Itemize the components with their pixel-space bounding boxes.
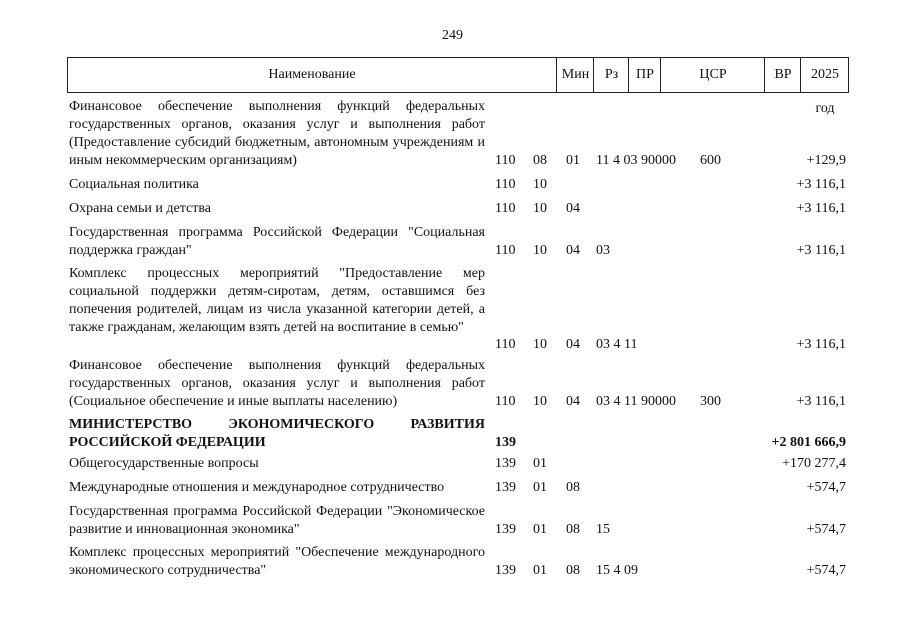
page-number: 249 bbox=[442, 28, 463, 43]
table-row bbox=[0, 200, 905, 218]
row-name: Комплекс процессных мероприятий "Предоставление мер социальной поддержки детям-сиротам, детям, оставшимся без попечения родителей, лицам из числа указанной категории детей, а также гражданам, желающим взять детей на воспитание в семью" bbox=[69, 266, 485, 335]
row-pr: 04 bbox=[566, 337, 580, 352]
row-min: 139 bbox=[495, 456, 516, 471]
row-name: МИНИСТЕРСТВО ЭКОНОМИЧЕСКОГО РАЗВИТИЯ РОССИЙСКОЙ ФЕДЕРАЦИИ bbox=[69, 417, 485, 450]
row-rz: 01 bbox=[533, 456, 547, 471]
table-row bbox=[0, 224, 905, 260]
row-sum: +3 116,1 bbox=[796, 177, 846, 192]
row-vr: 600 bbox=[700, 153, 721, 168]
row-name: Международные отношения и международное сотрудничество bbox=[69, 480, 445, 495]
row-sum: +3 116,1 bbox=[796, 243, 846, 258]
row-csr: 03 4 11 90000 bbox=[596, 394, 676, 409]
row-rz: 10 bbox=[533, 337, 547, 352]
row-pr: 04 bbox=[566, 201, 580, 216]
row-pr: 04 bbox=[566, 394, 580, 409]
header-rz: Рз bbox=[593, 58, 629, 92]
row-rz: 10 bbox=[533, 394, 547, 409]
row-csr: 03 bbox=[596, 243, 610, 258]
row-name: Финансовое обеспечение выполнения функций федеральных государственных органов, оказания услуг и выполнения работ (Социальное обеспечение и иные выплаты населению) bbox=[69, 358, 485, 409]
header-name: Наименование bbox=[268, 67, 356, 82]
header-csr: ЦСР bbox=[660, 58, 765, 92]
row-min: 139 bbox=[495, 480, 516, 495]
row-pr: 01 bbox=[566, 153, 580, 168]
table-row bbox=[0, 503, 905, 539]
row-csr: 15 4 09 bbox=[596, 563, 638, 578]
row-sum: +3 116,1 bbox=[796, 394, 846, 409]
row-min: 110 bbox=[495, 201, 516, 216]
table-row bbox=[0, 479, 905, 497]
row-sum: +170 277,4 bbox=[782, 456, 846, 471]
header-min: Мин bbox=[556, 58, 594, 92]
row-pr: 04 bbox=[566, 243, 580, 258]
row-pr: 08 bbox=[566, 522, 580, 537]
row-rz: 10 bbox=[533, 177, 547, 192]
row-min: 139 bbox=[495, 563, 516, 578]
table-row bbox=[0, 544, 905, 580]
row-min: 110 bbox=[495, 153, 516, 168]
row-sum: +2 801 666,9 bbox=[771, 435, 846, 450]
row-min: 110 bbox=[495, 394, 516, 409]
row-rz: 10 bbox=[533, 243, 547, 258]
row-name: Социальная политика bbox=[69, 177, 199, 192]
header-year: 2025 год bbox=[800, 58, 849, 92]
row-min: 139 bbox=[495, 522, 516, 537]
row-csr: 03 4 11 bbox=[596, 337, 638, 352]
row-min: 139 bbox=[495, 435, 516, 450]
row-pr: 08 bbox=[566, 563, 580, 578]
table-row bbox=[0, 357, 905, 411]
row-sum: +574,7 bbox=[806, 563, 846, 578]
row-min: 110 bbox=[495, 337, 516, 352]
row-rz: 01 bbox=[533, 480, 547, 495]
row-name: Общегосударственные вопросы bbox=[69, 456, 259, 471]
row-name: Комплекс процессных мероприятий "Обеспечение международного экономического сотрудничества" bbox=[69, 545, 485, 578]
header-vr: ВР bbox=[764, 58, 801, 92]
table-row bbox=[0, 416, 905, 452]
row-sum: +129,9 bbox=[806, 153, 846, 168]
row-rz: 01 bbox=[533, 563, 547, 578]
row-name: Государственная программа Российской Федерации "Социальная поддержка граждан" bbox=[69, 225, 485, 258]
table-row bbox=[0, 265, 905, 354]
row-min: 110 bbox=[495, 177, 516, 192]
row-sum: +574,7 bbox=[806, 522, 846, 537]
table-row bbox=[0, 98, 905, 170]
table-row bbox=[0, 176, 905, 194]
row-name: Финансовое обеспечение выполнения функций федеральных государственных органов, оказания услуг и выполнения работ (Предоставление субсидий бюджетным, автономным учреждениям и иным некоммерческим организациям) bbox=[69, 99, 485, 168]
row-vr: 300 bbox=[700, 394, 721, 409]
row-name: Охрана семьи и детства bbox=[69, 201, 211, 216]
row-name: Государственная программа Российской Федерации "Экономическое развитие и инновационная экономика" bbox=[69, 504, 485, 537]
row-rz: 10 bbox=[533, 201, 547, 216]
row-rz: 01 bbox=[533, 522, 547, 537]
row-sum: +3 116,1 bbox=[796, 337, 846, 352]
row-sum: +574,7 bbox=[806, 480, 846, 495]
row-rz: 08 bbox=[533, 153, 547, 168]
row-csr: 11 4 03 90000 bbox=[596, 153, 676, 168]
row-pr: 08 bbox=[566, 480, 580, 495]
header-pr: ПР bbox=[628, 58, 661, 92]
row-sum: +3 116,1 bbox=[796, 201, 846, 216]
row-min: 110 bbox=[495, 243, 516, 258]
row-csr: 15 bbox=[596, 522, 610, 537]
table-row bbox=[0, 455, 905, 473]
